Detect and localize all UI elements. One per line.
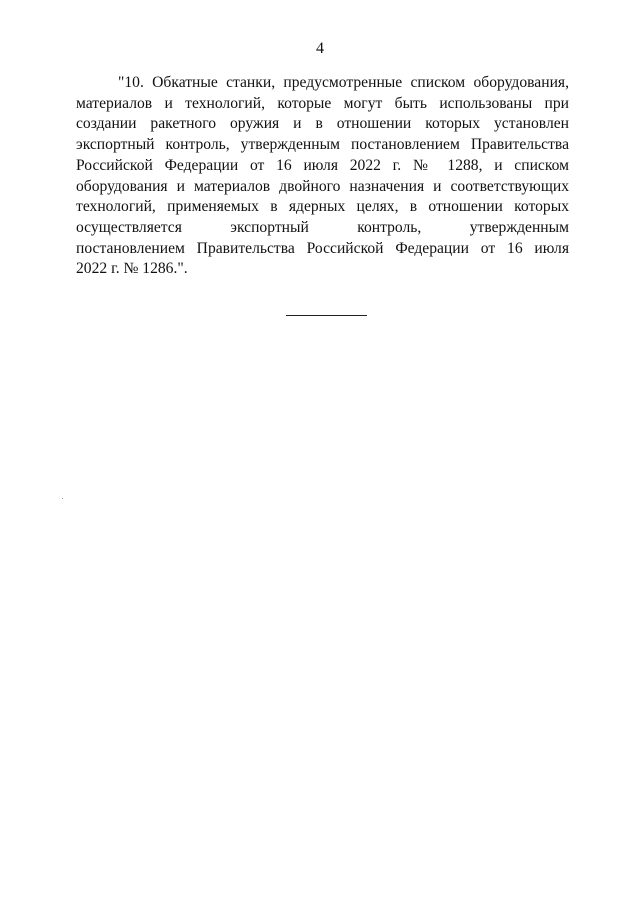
paragraph-line: материалов и технологий, которые могут быть использованы при — [76, 94, 569, 112]
paragraph-line: экспортный контроль, утвержденным постановлением Правительства — [76, 136, 569, 154]
paragraph-line: оборудования и материалов двойного назначения и соответствующих — [76, 177, 569, 195]
page-number: 4 — [316, 40, 324, 57]
paragraph-line: технологий, применяемых в ядерных целях, в отношении которых — [76, 198, 569, 216]
paragraph-line: постановлением Правительства Российской Федерации от 16 июля — [76, 239, 569, 257]
paragraph-line: "10. Обкатные станки, предусмотренные списком оборудования, — [118, 74, 569, 91]
paragraph-line: 2022 г. № 1286.". — [76, 260, 188, 278]
end-separator-rule — [286, 315, 367, 316]
scan-speck — [62, 498, 63, 499]
body-paragraph — [76, 73, 569, 280]
paragraph-line: создании ракетного оружия и в отношении которых установлен — [76, 115, 569, 133]
paragraph-line: осуществляется экспортный контроль, утвержденным — [76, 218, 569, 236]
paragraph-line: Российской Федерации от 16 июля 2022 г. № 1288, и списком — [76, 156, 569, 174]
